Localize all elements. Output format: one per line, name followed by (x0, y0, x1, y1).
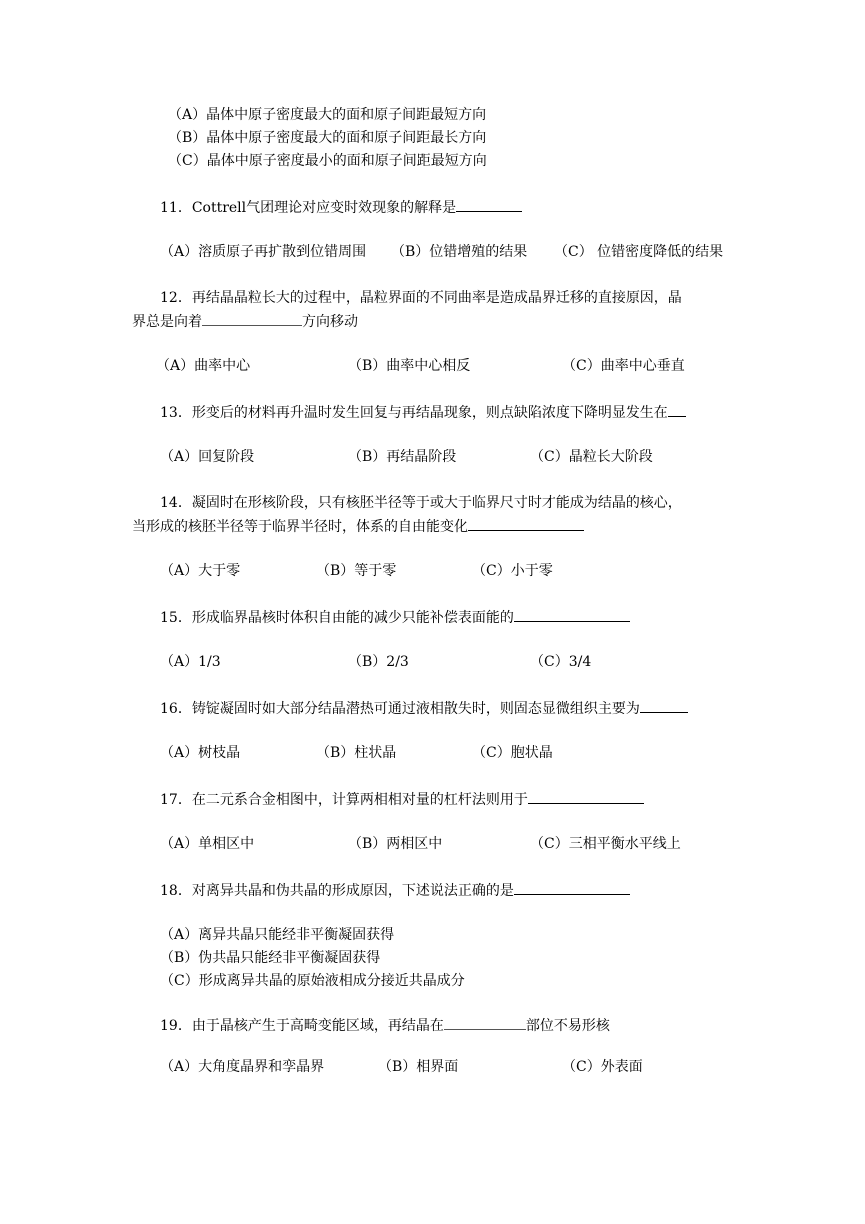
q13-answer-blank[interactable] (668, 401, 686, 417)
q16-answer-blank[interactable] (640, 697, 688, 713)
q14-option-b: （B）等于零 (316, 563, 397, 579)
q17-option-a: （A）单相区中 (160, 836, 255, 852)
q14-answer-blank[interactable] (468, 515, 584, 531)
q11-answer-blank[interactable] (456, 196, 522, 212)
q15-option-a: （A）1/3 (160, 654, 221, 670)
q12-stem-part2: 方向移动 (302, 314, 358, 330)
q11-stem-text: 11．Cottrell气团理论对应变时效现象的解释是 (160, 200, 457, 216)
q10-option-c: （C）晶体中原子密度最小的面和原子间距最短方向 (168, 153, 487, 169)
q12-answer-blank[interactable] (202, 310, 302, 326)
q15-stem-text: 15．形成临界晶核时体积自由能的减少只能补偿表面能的 (160, 610, 514, 626)
q11-option-b: （B）位错增殖的结果 (391, 244, 528, 260)
q19-answer-blank[interactable] (444, 1014, 526, 1030)
q19-stem-part2: 部位不易形核 (525, 1018, 610, 1034)
q12-stem-line2 (132, 310, 358, 333)
q11-option-c: （C） 位错密度降低的结果 (554, 244, 724, 260)
q18-stem-text: 18．对离异共晶和伪共晶的形成原因，下述说法正确的是 (160, 883, 514, 899)
q17-stem-text: 17．在二元系合金相图中，计算两相相对量的杠杆法则用于 (160, 792, 528, 808)
q13-stem-text: 13．形变后的材料再升温时发生回复与再结晶现象，则点缺陷浓度下降明显发生在 (160, 405, 668, 421)
q13-option-a: （A）回复阶段 (160, 449, 255, 465)
q14-stem-line1: 14．凝固时在形核阶段，只有核胚半径等于或大于临界尺寸时才能成为结晶的核心， (160, 495, 682, 511)
q16-option-a: （A）树枝晶 (160, 745, 241, 761)
q16-option-b: （B）柱状晶 (316, 745, 397, 761)
q12-stem-line1: 12．再结晶晶粒长大的过程中，晶粒界面的不同曲率是造成晶界迁移的直接原因，晶 (160, 290, 682, 306)
q17-option-c: （C）三相平衡水平线上 (530, 836, 681, 852)
q15-option-c: （C）3/4 (530, 654, 592, 670)
q15-stem (160, 606, 630, 629)
q10-option-a: （A）晶体中原子密度最大的面和原子间距最短方向 (168, 107, 487, 123)
q16-option-c: （C）胞状晶 (472, 745, 553, 761)
q11-option-a: （A）溶质原子再扩散到位错周围 (160, 244, 367, 260)
q16-stem-text: 16．铸锭凝固时如大部分结晶潜热可通过液相散失时，则固态显微组织主要为 (160, 701, 640, 717)
q18-option-a: （A）离异共晶只能经非平衡凝固获得 (160, 927, 395, 943)
q14-stem-line2 (132, 515, 584, 538)
q19-stem-part1: 19．由于晶核产生于高畸变能区域，再结晶在 (160, 1018, 444, 1034)
q17-answer-blank[interactable] (528, 788, 644, 804)
q15-answer-blank[interactable] (514, 606, 630, 622)
q12-option-a: （A）曲率中心 (156, 358, 251, 374)
q11-stem (160, 196, 522, 219)
q18-option-c: （C）形成离异共晶的原始液相成分接近共晶成分 (160, 973, 465, 989)
q19-option-a: （A）大角度晶界和孪晶界 (160, 1059, 325, 1075)
q12-stem-part1: 界总是向着 (132, 314, 202, 330)
q12-option-b: （B）曲率中心相反 (348, 358, 471, 374)
q14-option-c: （C）小于零 (472, 563, 553, 579)
q19-stem (160, 1014, 610, 1037)
q19-option-c: （C）外表面 (562, 1059, 643, 1075)
q13-option-b: （B）再结晶阶段 (348, 449, 457, 465)
q18-stem (160, 879, 630, 902)
q18-option-b: （B）伪共晶只能经非平衡凝固获得 (160, 950, 381, 966)
q10-option-b: （B）晶体中原子密度最大的面和原子间距最长方向 (168, 130, 487, 146)
q17-option-b: （B）两相区中 (348, 836, 443, 852)
q13-stem (160, 401, 686, 424)
q19-option-b: （B）相界面 (378, 1059, 459, 1075)
q13-option-c: （C）晶粒长大阶段 (530, 449, 653, 465)
q14-stem-text: 当形成的核胚半径等于临界半径时，体系的自由能变化 (132, 519, 468, 535)
q16-stem (160, 697, 688, 720)
q12-option-c: （C）曲率中心垂直 (562, 358, 685, 374)
q17-stem (160, 788, 644, 811)
q15-option-b: （B）2/3 (348, 654, 409, 670)
q14-option-a: （A）大于零 (160, 563, 241, 579)
q18-answer-blank[interactable] (514, 879, 630, 895)
